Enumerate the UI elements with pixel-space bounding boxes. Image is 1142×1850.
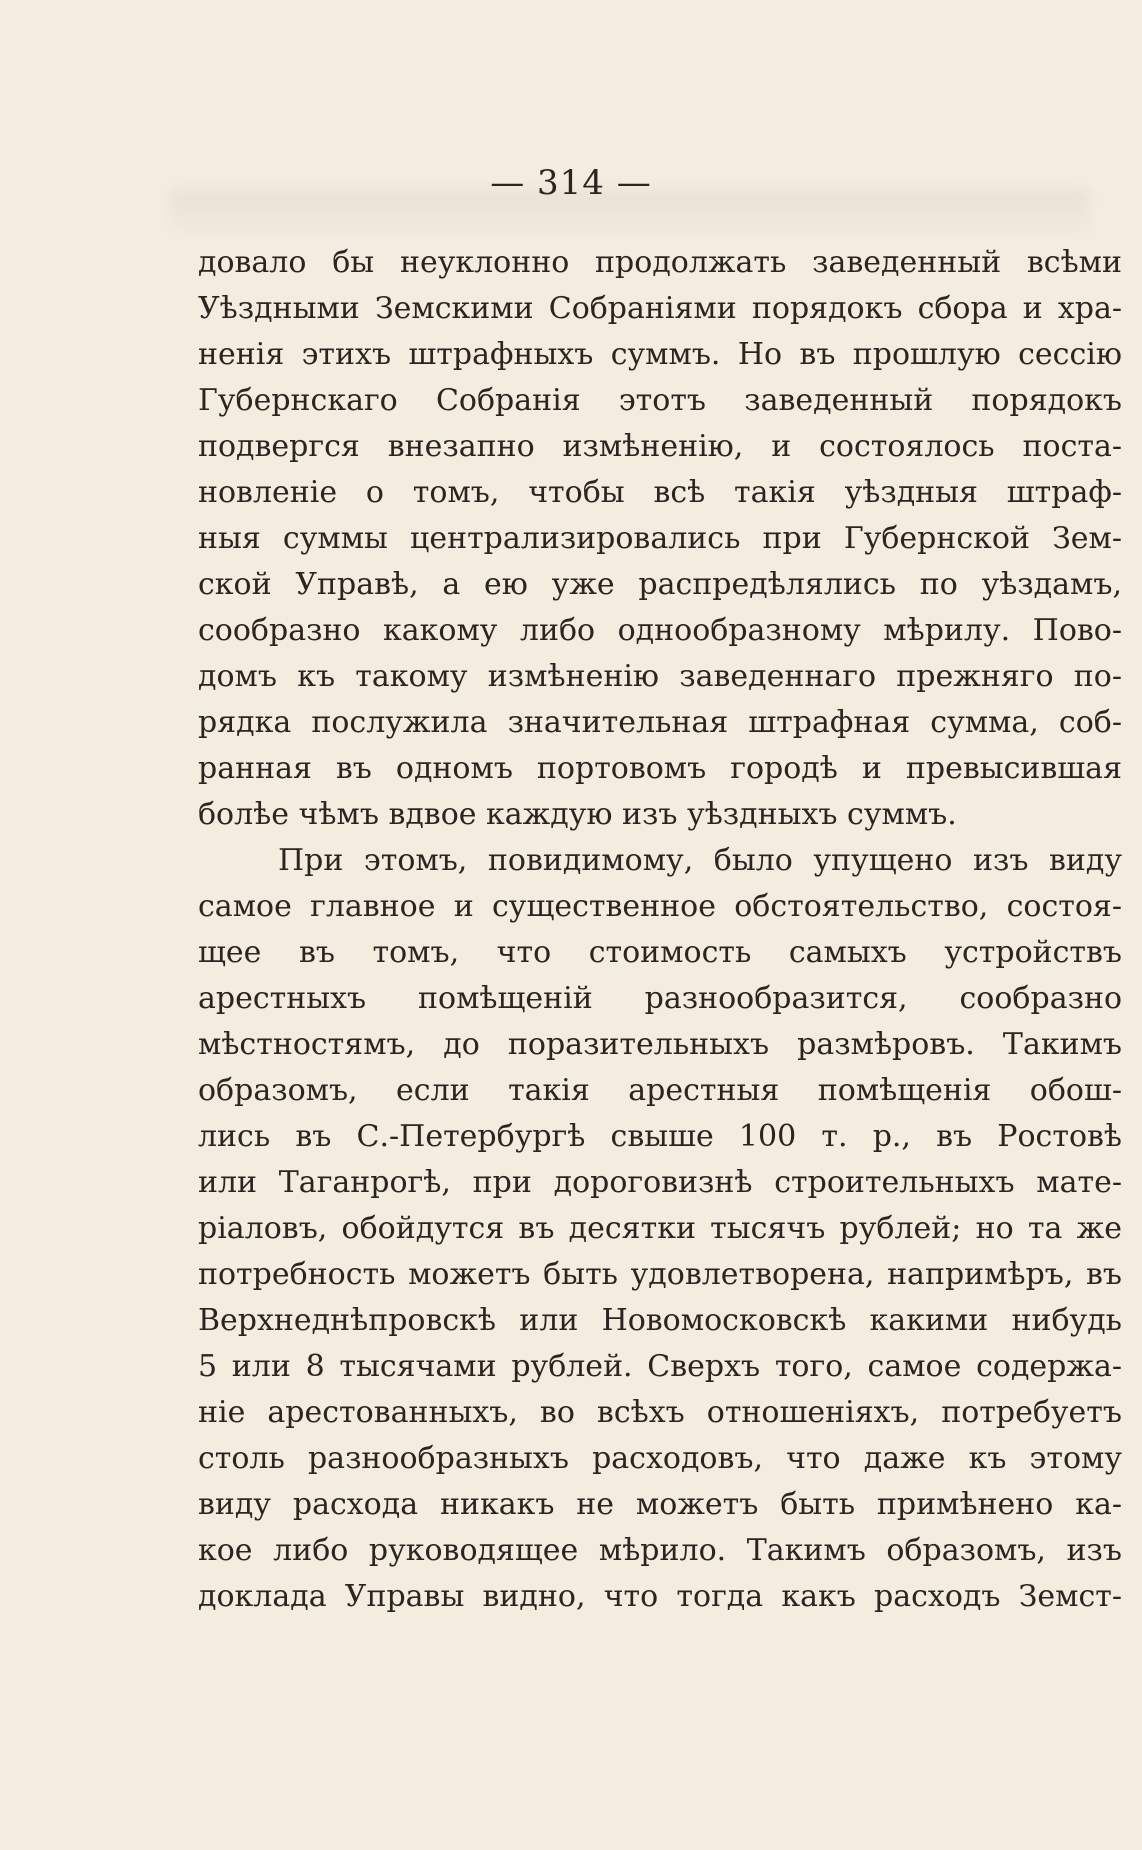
text-line: лись въ С.-Петербургѣ свыше 100 т. р., въ Ростовѣ <box>198 1119 1122 1154</box>
text-line: рядка послужила значительная штрафная сумма, соб- <box>198 705 1122 740</box>
text-line: довало бы неуклонно продолжать заведенный всѣми <box>198 245 1122 280</box>
text-line: потребность можетъ быть удовлетворена, напримѣръ, въ <box>198 1257 1122 1292</box>
text-line: Верхнеднѣпровскѣ или Новомосковскѣ какими нибудь <box>198 1303 1122 1338</box>
text-line: сообразно какому либо однообразному мѣрилу. Пово- <box>198 613 1122 648</box>
text-line: кое либо руководящее мѣрило. Такимъ образомъ, изъ <box>198 1533 1122 1568</box>
text-line: самое главное и существенное обстоятельство, состоя- <box>198 889 1122 924</box>
text-line: доклада Управы видно, что тогда какъ расходъ Земст- <box>198 1579 1122 1614</box>
text-line: ненія этихъ штрафныхъ суммъ. Но въ прошлую сессію <box>198 337 1122 372</box>
text-line: ныя суммы централизировались при Губернской Зем- <box>198 521 1122 556</box>
text-line: или Таганрогѣ, при дороговизнѣ строительныхъ мате- <box>198 1165 1122 1200</box>
text-line: болѣе чѣмъ вдвое каждую изъ уѣздныхъ суммъ. <box>198 797 957 832</box>
text-line: ской Управѣ, а ею уже распредѣлялись по уѣздамъ, <box>198 567 1122 602</box>
text-line: арестныхъ помѣщеній разнообразится, сообразно <box>198 981 1122 1016</box>
text-line: виду расхода никакъ не можетъ быть примѣнено ка- <box>198 1487 1122 1522</box>
text-line: ніе арестованныхъ, во всѣхъ отношеніяхъ, потребуетъ <box>198 1395 1122 1430</box>
page-number: — 314 — <box>490 163 652 203</box>
text-line: мѣстностямъ, до поразительныхъ размѣровъ. Такимъ <box>198 1027 1122 1062</box>
text-line: ріаловъ, обойдутся въ десятки тысячъ рублей; но та же <box>198 1211 1122 1246</box>
text-line: ранная въ одномъ портовомъ городѣ и превысившая <box>198 751 1122 786</box>
text-line: столь разнообразныхъ расходовъ, что даже къ этому <box>198 1441 1122 1476</box>
text-line: Уѣздными Земскими Собраніями порядокъ сбора и хра- <box>198 291 1122 326</box>
text-line: подвергся внезапно измѣненію, и состоялось поста- <box>198 429 1122 464</box>
text-line: домъ къ такому измѣненію заведеннаго прежняго по- <box>198 659 1122 694</box>
text-line: новленіе о томъ, чтобы всѣ такія уѣздныя штраф- <box>198 475 1122 510</box>
text-line: Губернскаго Собранія этотъ заведенный порядокъ <box>198 383 1122 418</box>
text-line: щее въ томъ, что стоимость самыхъ устройствъ <box>198 935 1122 970</box>
text-line: 5 или 8 тысячами рублей. Сверхъ того, самое содержа- <box>198 1349 1122 1384</box>
text-line: образомъ, если такія арестныя помѣщенія обош- <box>198 1073 1122 1108</box>
body-text <box>198 240 1122 1620</box>
paragraph-start-line: При этомъ, повидимому, было упущено изъ виду <box>278 843 1122 878</box>
